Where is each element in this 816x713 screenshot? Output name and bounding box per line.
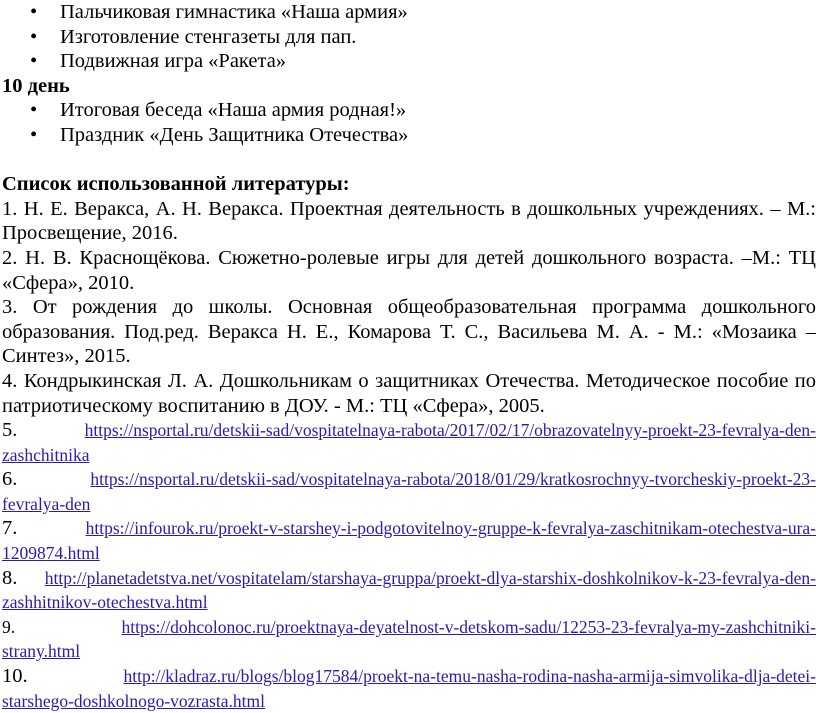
reference-link[interactable]: http://kladraz.ru/blogs/blog17584/proekt-na-temu-nasha-rodina-nasha-armija-simvolika-dlja-detei-starshego-doshkolnogo-vozrasta.html — [2, 666, 816, 711]
blank-line — [2, 148, 816, 173]
reference-number: 9. — [2, 616, 16, 637]
reference-number: 10. — [2, 665, 28, 688]
reference-number: 8. — [2, 566, 18, 589]
list-item — [2, 123, 816, 148]
references-title: Список использованной литературы: — [2, 173, 350, 196]
reference-number: 7. — [2, 517, 18, 540]
reference-link[interactable]: https://infourok.ru/proekt-v-starshey-i-podgotovitelnoy-gruppe-k-fevralya-zaschitnikam-otechestva-ura-1209874.html — [2, 518, 816, 564]
reference-link[interactable]: https://dohcolonoc.ru/proektnaya-deyatelnost-v-detskom-sadu/12253-23-fevralya-my-zashchitniki-strany.html — [2, 616, 816, 662]
reference-8 — [2, 566, 816, 615]
reference-number: 6. — [2, 468, 18, 491]
bullet: • — [30, 123, 38, 146]
list-item-text: Итоговая беседа «Наша армия родная!» — [60, 99, 407, 122]
reference-3: 3. От рождения до школы. Основная общеобразовательная программа дошкольного образования. Под.ред. Веракса Н. Е., Комарова Т. С., Васильева М. А. - М.: «Мозаика – Синтез», 2015. — [2, 296, 816, 368]
list-item-text: Изготовление стенгазеты для пап. — [60, 25, 357, 48]
bullet: • — [30, 25, 38, 48]
activity-list-day9 — [2, 0, 816, 74]
reference-link[interactable]: https://nsportal.ru/detskii-sad/vospitatelnaya-rabota/2017/02/17/obrazovatelnyy-proekt-23-fevralya-den-zashchitnika — [2, 420, 816, 465]
list-item-text: Подвижная игра «Ракета» — [60, 50, 287, 73]
list-item-text: Праздник «День Защитника Отечества» — [60, 123, 409, 146]
reference-link[interactable]: http://planetadetstva.net/vospitatelam/starshaya-gruppa/proekt-dlya-starshix-doshkolnikov-k-23-fevralya-den-zashhitnikov-otechestva.html — [2, 567, 816, 613]
reference-5 — [2, 418, 816, 467]
reference-7 — [2, 516, 816, 565]
reference-10 — [2, 664, 816, 713]
list-item — [2, 0, 816, 25]
reference-number: 5. — [2, 419, 18, 442]
list-item — [2, 49, 816, 74]
bullet: • — [30, 1, 38, 23]
reference-link[interactable]: https://nsportal.ru/detskii-sad/vospitatelnaya-rabota/2018/01/29/kratkosrochnyy-tvorcheskiy-proekt-23-fevralya-den — [2, 469, 816, 514]
list-item — [2, 98, 816, 123]
list-item-text: Пальчиковая гимнастика «Наша армия» — [60, 1, 408, 23]
reference-9 — [2, 615, 816, 664]
bullet: • — [30, 50, 38, 73]
reference-4: 4. Кондрыкинская Л. А. Дошкольникам о защитниках Отечества. Методическое пособие по патриотическому воспитанию в ДОУ. - М.: ТЦ «Сфера», 2005. — [2, 369, 816, 417]
activity-list-day10 — [2, 98, 816, 147]
reference-6 — [2, 467, 816, 516]
reference-2: 2. Н. В. Краснощёкова. Сюжетно-ролевые игры для детей дошкольного возраста. –М.: ТЦ «Сфера», 2010. — [2, 246, 816, 294]
day-10-heading: 10 день — [2, 74, 70, 97]
list-item — [2, 25, 816, 50]
reference-1: 1. Н. Е. Веракса, А. Н. Веракса. Проектная деятельность в дошкольных учреждениях. – М.: Просвещение, 2016. — [2, 197, 816, 245]
bullet: • — [30, 99, 38, 122]
